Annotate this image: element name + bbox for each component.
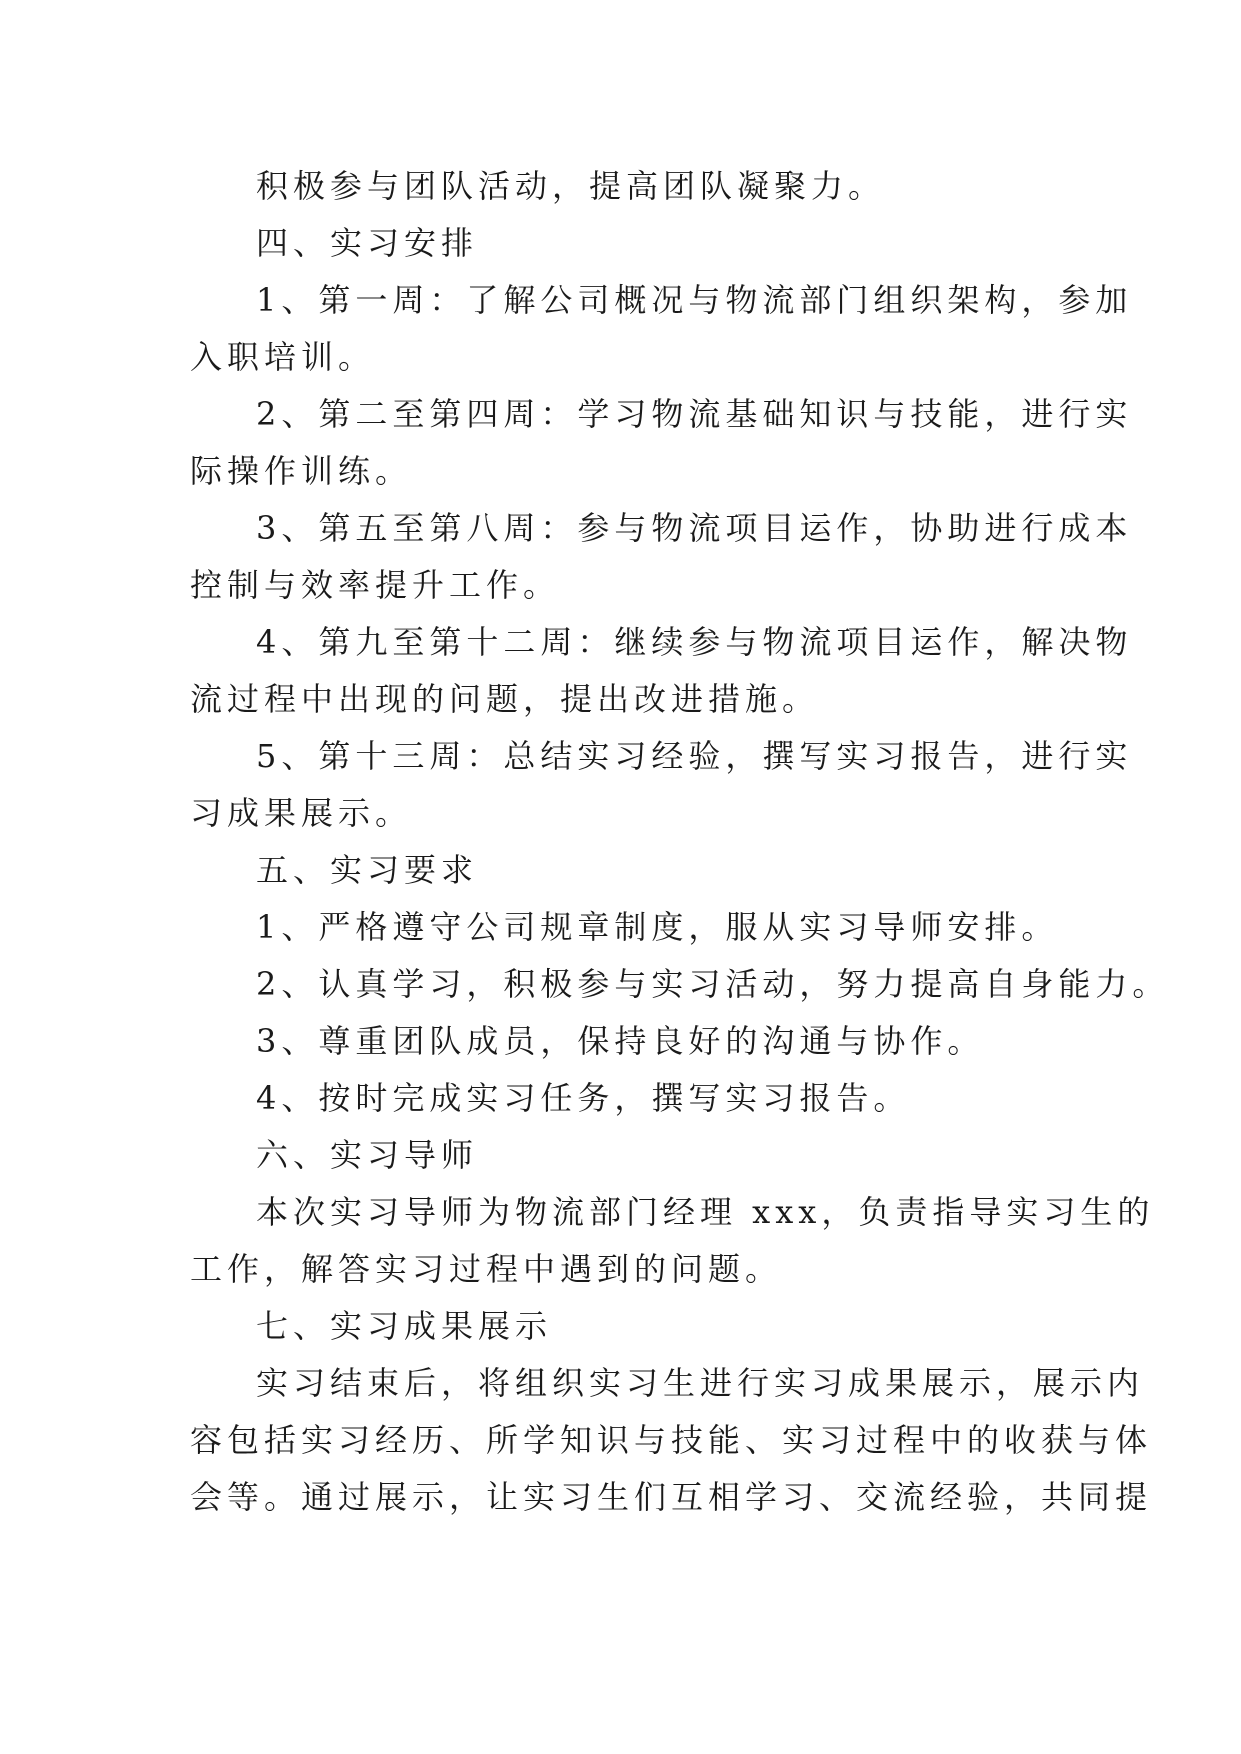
paragraph-line: 4、第九至第十二周：继续参与物流项目运作，解决物	[256, 623, 1133, 661]
paragraph-line: 2、认真学习，积极参与实习活动，努力提高自身能力。	[256, 965, 1170, 1003]
paragraph-line: 控制与效率提升工作。	[190, 566, 561, 604]
paragraph-line: 工作，解答实习过程中遇到的问题。	[190, 1250, 783, 1288]
paragraph-line: 本次实习导师为物流部门经理 xxx，负责指导实习生的	[256, 1193, 1155, 1231]
paragraph-line: 3、第五至第八周：参与物流项目运作，协助进行成本	[256, 509, 1133, 547]
paragraph-line: 习成果展示。	[190, 794, 413, 832]
section-heading: 五、实习要求	[256, 851, 479, 889]
paragraph-line: 3、尊重团队成员，保持良好的沟通与协作。	[256, 1022, 985, 1060]
paragraph-line: 4、按时完成实习任务，撰写实习报告。	[256, 1079, 911, 1117]
paragraph-line: 实习结束后，将组织实习生进行实习成果展示，展示内	[256, 1364, 1145, 1402]
paragraph-line: 5、第十三周：总结实习经验，撰写实习报告，进行实	[256, 737, 1133, 775]
paragraph-line: 会等。通过展示，让实习生们互相学习、交流经验，共同提	[190, 1478, 1153, 1516]
paragraph-line: 际操作训练。	[190, 452, 413, 490]
paragraph-line: 1、严格遵守公司规章制度，服从实习导师安排。	[256, 908, 1059, 946]
paragraph-line: 1、第一周：了解公司概况与物流部门组织架构，参加	[256, 281, 1133, 319]
section-heading: 四、实习安排	[256, 224, 479, 262]
paragraph-line: 容包括实习经历、所学知识与技能、实习过程中的收获与体	[190, 1421, 1153, 1459]
paragraph-line: 2、第二至第四周：学习物流基础知识与技能，进行实	[256, 395, 1133, 433]
paragraph-line: 入职培训。	[190, 338, 376, 376]
section-heading: 七、实习成果展示	[256, 1307, 553, 1345]
paragraph-line: 流过程中出现的问题，提出改进措施。	[190, 680, 820, 718]
section-heading: 六、实习导师	[256, 1136, 479, 1174]
paragraph-line: 积极参与团队活动，提高团队凝聚力。	[256, 167, 886, 205]
